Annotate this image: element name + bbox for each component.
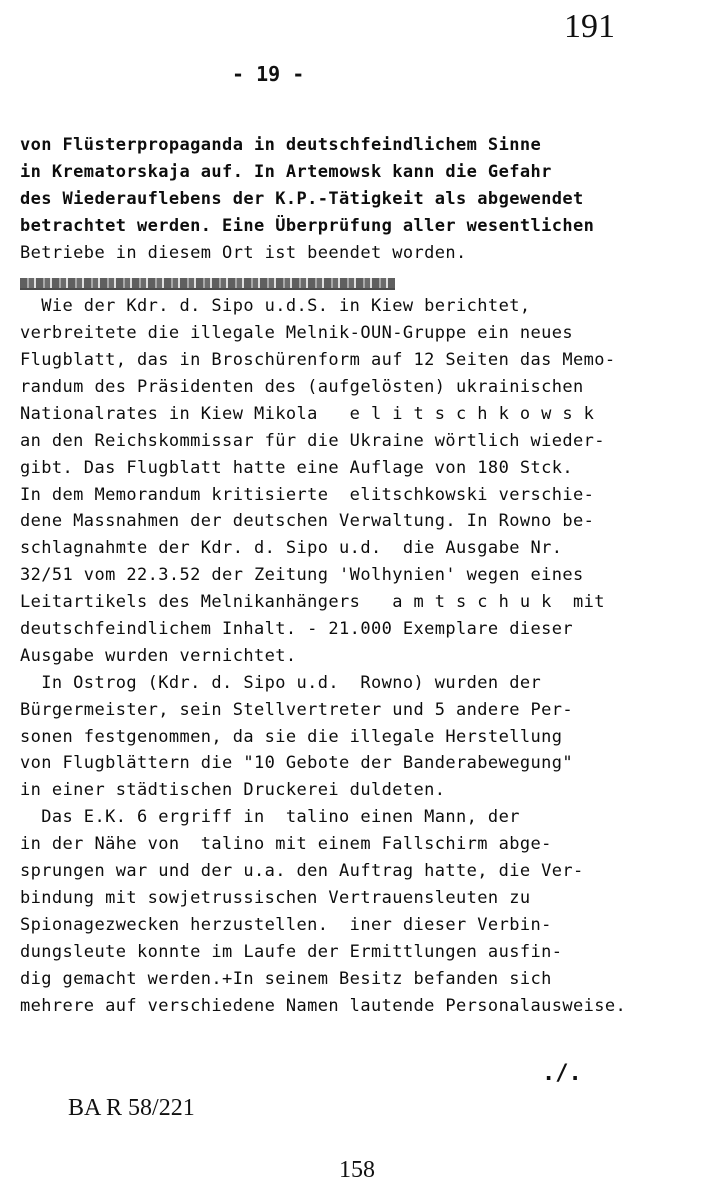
document-body [20, 132, 720, 1019]
body-line: Betriebe in diesem Ort ist beendet worden. [20, 242, 467, 263]
body-line: sonen festgenommen, da sie die illegale Herstellung [20, 726, 563, 747]
body-line: von Flugblättern die "10 Gebote der Banderabewegung" [20, 753, 574, 774]
body-line: In Ostrog (Kdr. d. Sipo u.d. Rowno) wurden der [20, 672, 542, 693]
body-line: verbreitete die illegale Melnik-OUN-Gruppe ein neues [20, 323, 574, 344]
archive-stamp-number: 191 [564, 8, 615, 45]
body-line: Nationalrates in Kiew Mikola e l i t s c h k o w s k [20, 403, 595, 424]
body-line: schlagnahmte der Kdr. d. Sipo u.d. die Ausgabe Nr. [20, 538, 563, 559]
body-line: in Krematorskaja auf. In Artemowsk kann die Gefahr [20, 161, 552, 182]
body-line: dene Massnahmen der deutschen Verwaltung. In Rowno be- [20, 511, 595, 532]
body-line: dig gemacht werden.+In seinem Besitz befanden sich [20, 968, 552, 989]
body-line: betrachtet werden. Eine Überprüfung aller wesentlichen [20, 215, 595, 236]
body-line: in einer städtischen Druckerei duldeten. [20, 780, 446, 801]
body-line: mehrere auf verschiedene Namen lautende Personalausweise. [20, 995, 627, 1016]
redacted-line [20, 266, 720, 293]
section-end-mark: ./. [542, 1061, 582, 1086]
body-line: Das E.K. 6 ergriff in talino einen Mann, der [20, 807, 520, 828]
body-line: an den Reichskommissar für die Ukraine wörtlich wieder- [20, 430, 605, 451]
body-line: in der Nähe von talino mit einem Fallschirm abge- [20, 834, 552, 855]
body-line: Spionagezwecken herzustellen. iner dieser Verbin- [20, 914, 552, 935]
redaction-mark [20, 278, 395, 290]
body-line: Ausgabe wurden vernichtet. [20, 645, 297, 666]
body-line: Wie der Kdr. d. Sipo u.d.S. in Kiew berichtet, [20, 296, 531, 317]
body-line: dungsleute konnte im Laufe der Ermittlungen ausfin- [20, 941, 563, 962]
body-line: In dem Memorandum kritisierte elitschkowski verschie- [20, 484, 595, 505]
body-line: 32/51 vom 22.3.52 der Zeitung 'Wolhynien' wegen eines [20, 565, 584, 586]
footer-page-number: 158 [339, 1157, 375, 1183]
body-line: randum des Präsidenten des (aufgelösten) ukrainischen [20, 377, 584, 398]
body-line: des Wiederauflebens der K.P.-Tätigkeit als abgewendet [20, 188, 584, 209]
body-line: Bürgermeister, sein Stellvertreter und 5 andere Per- [20, 699, 574, 720]
archive-reference: BA R 58/221 [68, 1095, 195, 1121]
body-line: gibt. Das Flugblatt hatte eine Auflage von 180 Stck. [20, 457, 574, 478]
body-line: von Flüsterpropaganda in deutschfeindlichem Sinne [20, 135, 542, 155]
body-line: Flugblatt, das in Broschürenform auf 12 Seiten das Memo- [20, 350, 616, 371]
body-line: Leitartikels des Melnikanhängers a m t s c h u k mit [20, 592, 605, 613]
body-line: sprungen war und der u.a. den Auftrag hatte, die Ver- [20, 861, 584, 882]
body-line: deutschfeindlichem Inhalt. - 21.000 Exemplare dieser [20, 619, 574, 640]
body-line: bindung mit sowjetrussischen Vertrauensleuten zu [20, 887, 531, 908]
typed-page-number: - 19 - [232, 62, 305, 86]
